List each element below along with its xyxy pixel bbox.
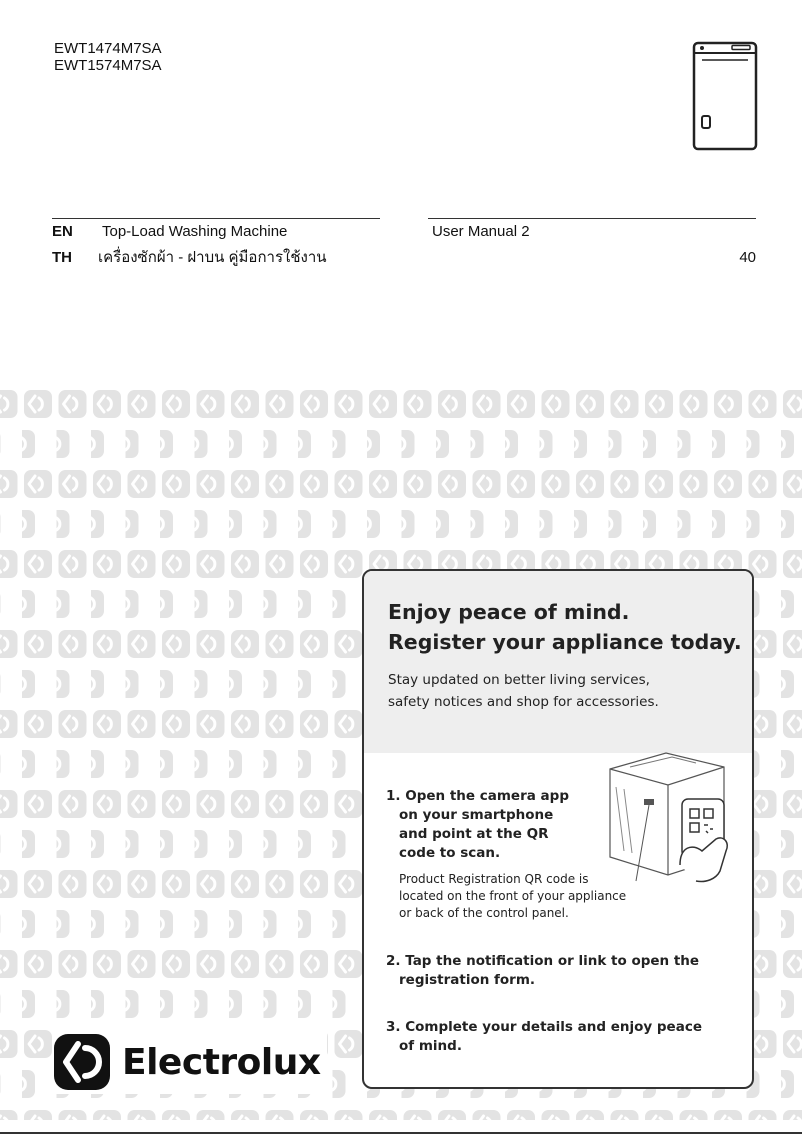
brand-name: Electrolux — [122, 1041, 321, 1083]
model-number: EWT1574M7SA — [54, 57, 162, 74]
manual-label: User Manual 2 — [432, 223, 530, 240]
divider — [0, 1132, 802, 1134]
registration-card — [362, 569, 754, 1089]
step-3: 3. Complete your details and enjoy peace of mind. — [386, 1019, 702, 1054]
page-number: 40 — [739, 249, 756, 266]
model-numbers — [54, 40, 162, 74]
divider — [428, 218, 756, 219]
step-1-note: Product Registration QR code is located on the front of your appliance or back of the control panel. — [399, 872, 627, 920]
language-title: เครื่องซักผ้า - ฝาบน คู่มือการใช้งาน — [98, 249, 327, 266]
card-header — [364, 571, 752, 753]
page-number: 2 — [521, 223, 530, 240]
language-row-en[interactable] — [52, 222, 756, 242]
step-1: 1. Open the camera app on your smartphone and point at the QR code to scan. Product Registration QR code is located on the front of your appliance or back of the control panel. — [386, 787, 586, 922]
washing-machine-icon — [692, 41, 758, 151]
language-code: EN — [52, 223, 73, 240]
language-row-th[interactable] — [52, 248, 756, 268]
electrolux-logo-icon — [52, 1032, 112, 1092]
card-heading: Enjoy peace of mind. Register your appliance today. — [388, 600, 742, 654]
divider — [52, 218, 380, 219]
language-title: Top-Load Washing Machine — [102, 223, 288, 240]
model-number: EWT1474M7SA — [54, 40, 162, 57]
brand-logo — [52, 1030, 327, 1094]
step-2: 2. Tap the notification or link to open the registration form. — [386, 953, 700, 988]
language-code: TH — [52, 249, 72, 266]
card-subheading: Stay updated on better living services, safety notices and shop for accessories. — [388, 672, 659, 710]
registration-steps — [386, 787, 736, 1056]
